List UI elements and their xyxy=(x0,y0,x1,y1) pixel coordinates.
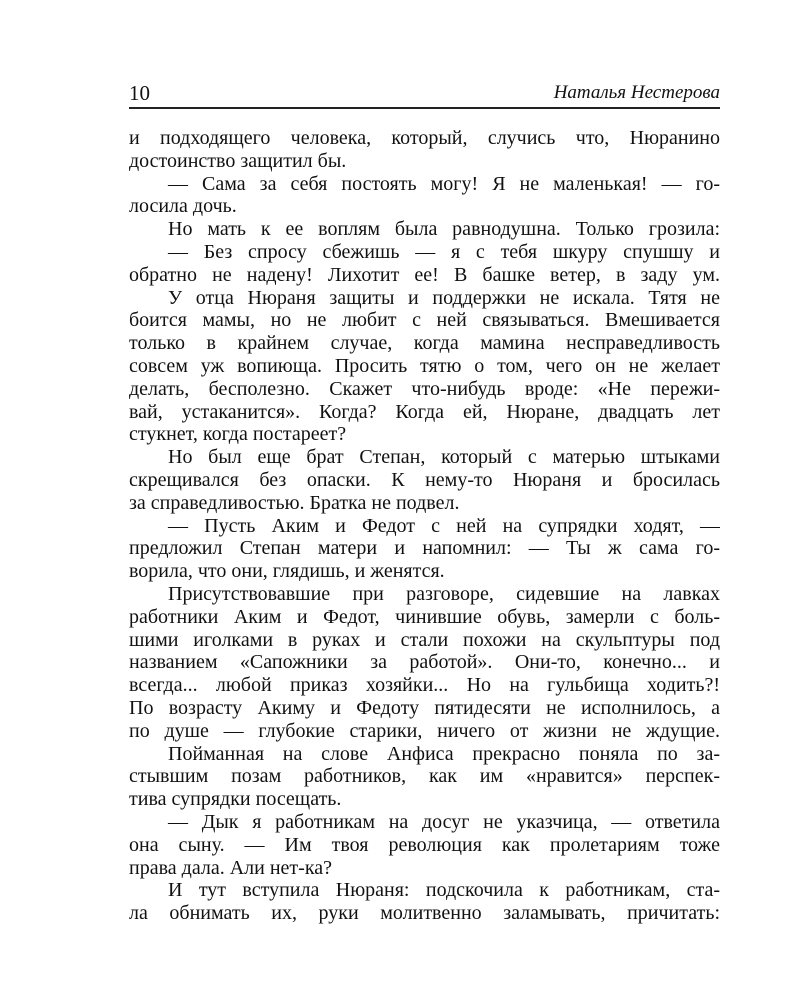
text-line: она сыну. — Им твоя революция как пролетариям тоже xyxy=(129,833,720,856)
text-line: достоинство защитил бы. xyxy=(129,149,347,172)
text-line: совсем уж вопиюща. Просить тятю о том, чего он не желает xyxy=(129,354,720,377)
text-line: стукнет, когда постареет? xyxy=(129,423,347,446)
text-line: Но мать к ее воплям была равнодушна. Только грозила: xyxy=(168,218,720,241)
text-line: — Пусть Аким и Федот с ней на супрядки ходят, — xyxy=(168,514,720,537)
text-line: У отца Нюраня защиты и поддержки не искала. Тятя не xyxy=(168,286,720,309)
header-rule xyxy=(129,107,720,109)
text-line: — Без спросу сбежишь — я с тебя шкуру спушшу и xyxy=(168,240,720,263)
running-title: Наталья Нестерова xyxy=(553,82,720,103)
text-line: — Сама за себя постоять могу! Я не маленькая! — го- xyxy=(168,172,720,195)
text-line: скрещивался без опаски. К нему-то Нюраня и бросилась xyxy=(129,468,720,491)
text-line: стывшим позам работников, как им «нравится» перспек- xyxy=(129,765,720,788)
text-line: тива супрядки посещать. xyxy=(129,788,342,811)
page-number: 10 xyxy=(129,81,150,105)
text-line: названием «Сапожники за работой». Они-то, конечно... и xyxy=(129,651,720,674)
text-line: всегда... любой приказ хозяйки... Но на гульбища ходить?! xyxy=(129,674,720,697)
text-line: — Дык я работникам на досуг не указчица, — ответила xyxy=(168,810,720,833)
page-header xyxy=(129,80,720,106)
text-line: ворила, что они, глядишь, и женятся. xyxy=(129,560,445,583)
text-line: ла обнимать их, руки молитвенно заламывать, причитать: xyxy=(129,902,720,925)
text-line: обратно не надену! Лихотит ее! В башке ветер, в заду ум. xyxy=(129,263,720,286)
text-line: По возрасту Акиму и Федоту пятидесяти не исполнилось, а xyxy=(129,696,720,719)
text-line: за справедливостью. Братка не подвел. xyxy=(129,491,460,514)
text-line: боится мамы, но не любит с ней связываться. Вмешивается xyxy=(129,309,720,332)
text-line: права дала. Али нет-ка? xyxy=(129,856,332,879)
text-line: Присутствовавшие при разговоре, сидевшие на лавках xyxy=(168,582,720,605)
text-line: Пойманная на слове Анфиса прекрасно поняла по за- xyxy=(168,742,720,765)
text-line: по душе — глубокие старики, ничего от жизни не ждущие. xyxy=(129,719,720,742)
text-line: работники Аким и Федот, чинившие обувь, замерли с боль- xyxy=(129,605,720,628)
text-line: Но был еще брат Степан, который с матерью штыками xyxy=(168,446,720,469)
text-line: лосила дочь. xyxy=(129,195,237,218)
text-line: предложил Степан матери и напомнил: — Ты ж сама го- xyxy=(129,537,720,560)
text-line: и подходящего человека, который, случись что, Нюранино xyxy=(129,127,720,149)
text-line: И тут вступила Нюраня: подскочила к работникам, ста- xyxy=(168,879,720,902)
text-line: делать, бесполезно. Скажет что-нибудь вроде: «Не пережи- xyxy=(129,377,720,400)
text-line: только в крайнем случае, когда мамина несправедливость xyxy=(129,332,720,355)
body-text xyxy=(129,127,720,925)
text-line: шими иголками в руках и стали похожи на скульптуры под xyxy=(129,628,720,651)
text-line: вай, устаканится». Когда? Когда ей, Нюране, двадцать лет xyxy=(129,400,720,423)
